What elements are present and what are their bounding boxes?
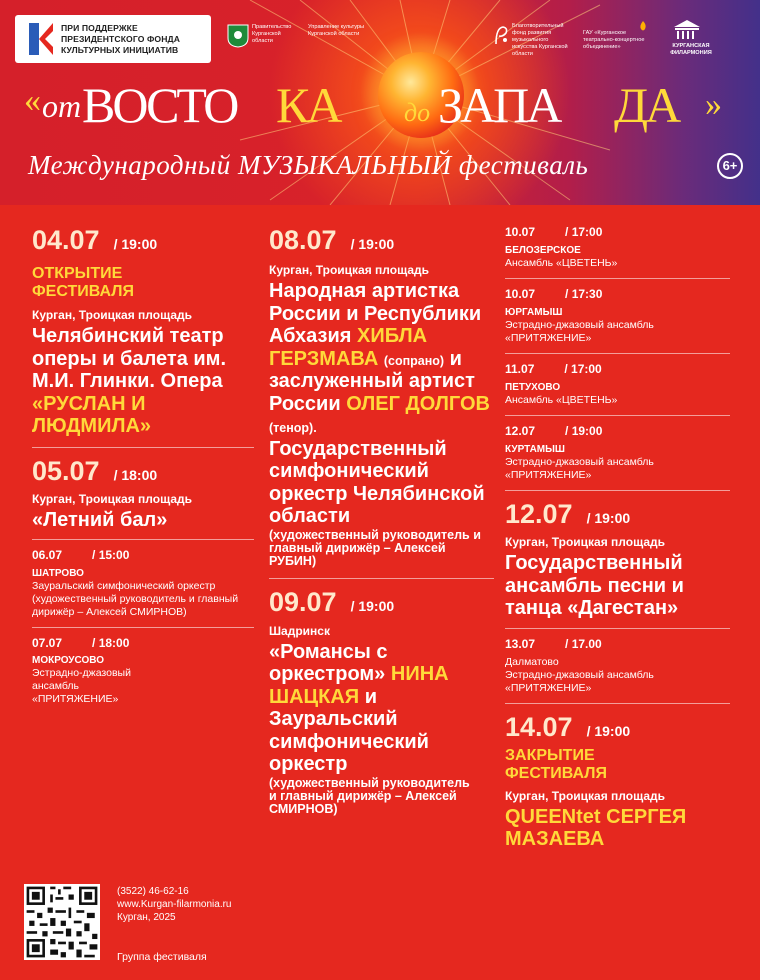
event-time: / 19:00	[113, 236, 158, 252]
event-label: ОТКРЫТИЕ ФЕСТИВАЛЯ	[32, 265, 134, 300]
event-1207-b	[505, 499, 730, 620]
event-0407	[32, 225, 254, 438]
event-highlight: QUEENtet СЕРГЕЯ МАЗАЕВА	[505, 805, 687, 850]
column-2	[269, 225, 494, 816]
event-text: Ансамбль «ЦВЕТЕНЬ»	[505, 257, 618, 269]
gau-logo-text: ГАУ «Курганское театрально-концертное объединение»	[583, 30, 645, 50]
event-text: Ансамбль «ЦВЕТЕНЬ»	[505, 394, 618, 406]
title-ot: от	[42, 88, 82, 124]
event-time: / 19:00	[586, 722, 631, 739]
event-0607	[32, 548, 254, 619]
event-time: / 17:30	[565, 287, 603, 301]
title-vostoka-b: КА	[276, 77, 340, 133]
event-note: и главный дирижёр – Алексей СМИРНОВ)	[269, 788, 457, 816]
voice-type: (тенор).	[269, 421, 317, 435]
divider	[505, 278, 730, 279]
title-zapada-a: ЗАПА	[438, 77, 560, 133]
event-town: КУРТАМЫШ	[505, 444, 565, 455]
divider	[505, 490, 730, 491]
divider	[32, 539, 254, 540]
event-date: 05.07	[32, 455, 100, 486]
event-text: Челябинский театр оперы и балета им. М.И. Глинки. Опера	[32, 325, 227, 392]
event-1007-b	[505, 287, 730, 345]
philharmonia-logo-text: КУРГАНСКАЯ ФИЛАРМОНИЯ	[670, 43, 712, 56]
title-vostoka-a: ВОСТО	[82, 77, 237, 133]
title-zapada-b: ДА	[614, 77, 679, 133]
event-town: БЕЛОЗЕРСКОЕ	[505, 245, 581, 256]
divider	[505, 703, 730, 704]
event-town: ЮРГАМЫШ	[505, 307, 563, 318]
event-highlight: «РУСЛАН И ЛЮДМИЛА»	[32, 392, 152, 437]
event-text: Государственный ансамбль песни и танца «Дагестан»	[505, 552, 684, 619]
event-description	[269, 280, 494, 528]
event-date: 14.07	[505, 711, 573, 742]
philharmonia-building-icon	[672, 19, 702, 41]
event-label: ЗАКРЫТИЕ ФЕСТИВАЛЯ	[505, 746, 607, 782]
event-date-line	[505, 287, 730, 302]
event-0707	[32, 636, 254, 706]
qr-code[interactable]	[24, 884, 100, 960]
event-text: Эстрадно-джазовый ансамбль «ПРИТЯЖЕНИЕ»	[505, 319, 654, 344]
event-date-line	[505, 637, 730, 652]
city-year: Курган, 2025	[117, 912, 176, 923]
event-date-line	[32, 636, 254, 651]
event-place: Курган, Троицкая площадь	[32, 491, 193, 506]
event-description	[269, 641, 494, 776]
column-3	[505, 225, 730, 851]
event-time: / 15:00	[92, 548, 130, 562]
festival-group-label: Группа фестиваля	[117, 951, 207, 963]
event-place: Курган, Троицкая площадь	[269, 263, 430, 277]
phone-number[interactable]: (3522) 46-62-16	[117, 886, 189, 897]
event-date-line	[269, 225, 494, 259]
event-town: МОКРОУСОВО	[32, 655, 105, 666]
event-text: Эстрадно-джазовый ансамбль «ПРИТЯЖЕНИЕ»	[505, 456, 654, 481]
event-text: «Романсы с оркестром»	[269, 640, 388, 685]
title-open-quote: «	[24, 82, 41, 119]
divider	[505, 353, 730, 354]
event-text: Эстрадно-джазовый ансамбль «ПРИТЯЖЕНИЕ»	[32, 667, 131, 705]
presidential-fund-logo	[15, 15, 211, 63]
event-time: / 19:00	[350, 597, 395, 614]
title-close-quote: »	[705, 86, 722, 123]
divider	[505, 628, 730, 629]
performer-highlight: ХИБЛА ГЕРЗМАВА	[269, 325, 428, 370]
event-text: Народная артистка России и Республики Абхазия	[269, 280, 482, 347]
event-date: 12.07	[505, 424, 536, 438]
event-date: 08.07	[269, 225, 337, 255]
event-place: Шадринск	[269, 623, 330, 638]
event-1407	[505, 712, 730, 851]
event-time: / 19:00	[586, 510, 631, 526]
event-text: Государственный симфонический оркестр Челябинской области	[269, 437, 485, 527]
divider	[505, 415, 730, 416]
event-place: Курган, Троицкая площадь	[505, 535, 666, 549]
event-0807	[269, 225, 494, 568]
event-date: 10.07	[505, 225, 536, 239]
event-date: 06.07	[32, 548, 63, 562]
event-text: и Зауральский симфонический оркестр	[269, 685, 429, 775]
event-time: / 17:00	[565, 225, 603, 239]
event-date-line	[505, 499, 730, 533]
event-1307	[505, 637, 730, 695]
event-town: Далматово	[505, 655, 559, 668]
event-date-line	[269, 587, 494, 621]
website-link[interactable]: www.Kurgan-filarmonia.ru	[117, 899, 232, 910]
event-time: / 19:00	[350, 236, 395, 252]
event-date-line	[505, 424, 730, 439]
event-date: 07.07	[32, 636, 63, 650]
event-date: 13.07	[505, 636, 536, 651]
poster-header	[0, 0, 760, 205]
performer-highlight: НИНА ШАЦКАЯ	[269, 663, 449, 708]
event-time: / 18:00	[113, 466, 158, 483]
event-date: 11.07	[505, 362, 535, 376]
event-date-line	[32, 225, 254, 259]
event-text: Эстрадно-джазовый ансамбль «ПРИТЯЖЕНИЕ»	[505, 668, 654, 694]
event-place: Курган, Троицкая площадь	[32, 308, 193, 322]
event-text: и заслуженный артист России	[269, 347, 475, 415]
event-0907	[269, 587, 494, 816]
event-date-line	[32, 456, 254, 490]
event-0507	[32, 456, 254, 532]
divider	[269, 578, 494, 579]
event-place: Курган, Троицкая площадь	[505, 788, 666, 803]
event-time: / 19:00	[565, 424, 603, 438]
event-1207-a	[505, 424, 730, 482]
title-do: до	[404, 98, 431, 127]
event-text: «Летний бал»	[32, 508, 168, 531]
event-time: / 17.00	[565, 636, 602, 651]
event-date: 10.07	[505, 287, 536, 301]
voice-type: (сопрано)	[383, 353, 445, 368]
event-1107	[505, 362, 730, 407]
culture-dept-logo-text: Управление культуры Курганской области	[308, 24, 365, 37]
event-date: 09.07	[269, 586, 337, 617]
event-date-line	[32, 548, 254, 563]
event-time: / 18:00	[92, 636, 130, 650]
event-note: (художественный руководитель и главный дирижёр – Алексей РУБИН)	[269, 527, 481, 568]
event-town: ШАТРОВО	[32, 568, 84, 579]
event-date-line	[505, 225, 730, 240]
gau-flame-icon	[636, 20, 650, 32]
column-1	[32, 225, 254, 706]
contacts-block	[117, 885, 232, 924]
event-text: Зауральский симфонический оркестр (художественный руководитель и главный дирижёр – Алексей СМИРНОВ)	[32, 580, 239, 618]
event-date-line	[505, 712, 730, 746]
event-note: (художественный руководитель	[269, 775, 470, 790]
fund-logo-text: ПРИ ПОДДЕРЖКЕ ПРЕЗИДЕНТСКОГО ФОНДА КУЛЬТУРНЫХ ИНИЦИАТИВ	[61, 23, 181, 55]
festival-subtitle: Международный МУЗЫКАЛЬНЫЙ фестиваль	[28, 150, 589, 180]
age-rating-badge: 6+	[717, 153, 743, 179]
event-date: 04.07	[32, 225, 100, 255]
event-date-line	[505, 362, 730, 377]
fund-mark-icon	[25, 21, 55, 57]
divider	[32, 627, 254, 628]
charity-fund-icon	[493, 24, 509, 46]
charity-fund-text: Благотворительный фонд развития музыкального искусства Курганской области	[512, 23, 568, 57]
government-logo-text: Правительство Курганской области	[252, 24, 292, 44]
event-town: ПЕТУХОВО	[505, 382, 561, 393]
event-date: 12.07	[505, 499, 573, 529]
festival-title	[0, 78, 760, 138]
event-1007-a	[505, 225, 730, 270]
divider	[32, 447, 254, 448]
event-time: / 17:00	[564, 362, 602, 376]
performer-highlight: ОЛЕГ ДОЛГОВ	[346, 392, 490, 415]
event-description	[32, 325, 254, 438]
government-emblem-icon	[227, 24, 249, 48]
